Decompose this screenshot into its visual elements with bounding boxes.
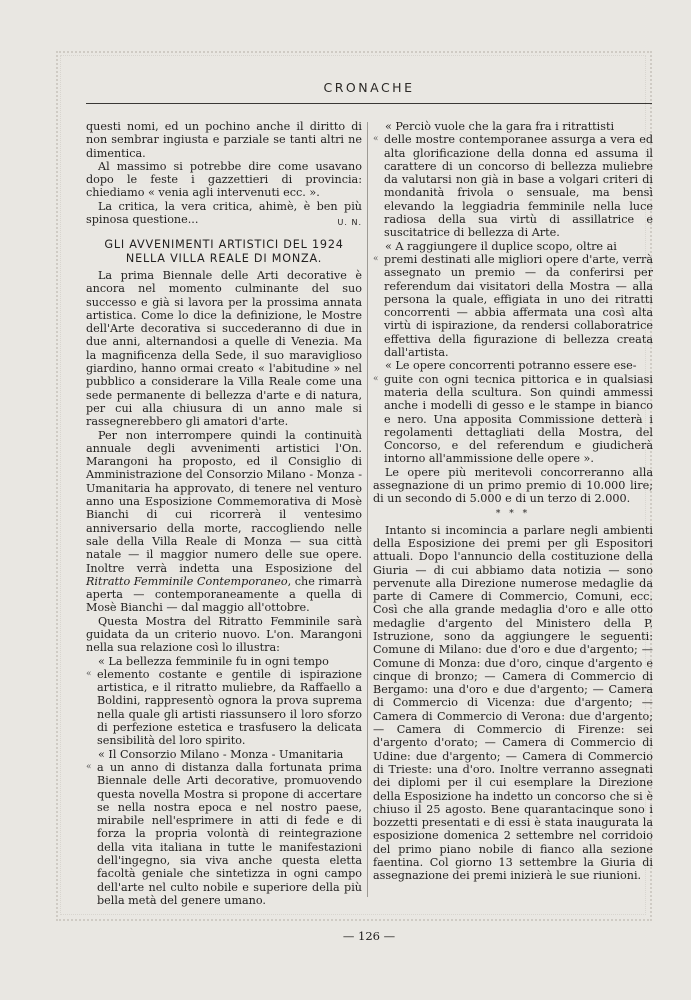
quote-4-lead: « A raggiungere il duplice scopo, oltre ai (385, 239, 617, 253)
header-rule (86, 103, 652, 104)
left-column (86, 120, 362, 907)
asterism-separator: * * * (495, 508, 531, 519)
intro-paragraph-2: Al massimo si potrebbe dire come usavano dopo le feste i gazzettieri di provincia: chiediamo « venia agli intervenuti ecc. ». (86, 159, 362, 200)
quote-1-body: « elemento costante e gentile di ispirazione artistica, e il ritratto muliebre, da Raffaello a Boldini, rappresentò ognora la prova suprema nella quale gli artisti riassunsero il loro sforzo di perfezione estetica e trasfusero la delicata sensibilità del loro spirito. (97, 668, 362, 748)
quote-2-body: « a un anno di distanza dalla fortunata prima Biennale delle Arti decorative, promuovendo questa novella Mostra si propone di accertare se nella nostra epoca e nel nostro paese, mirabile nell'esprimere in atti di fede e di forza la propria volontà di reintegrazione della vita italiana in tutte le manifestazioni dell'ingegno, sia viva anche questa eletta facoltà geniale che sintetizza in ogni campo dell'arte nel culto nobile e superiore della più bella metà del genere umano. (97, 761, 362, 907)
quote-5-body: « guite con ogni tecnica pittorica e in qualsiasi materia della scultura. Son quindi ammessi anche i modelli di gesso e le stampe in bianco e nero. Una apposita Commissione detterà i regolamenti dettagliati della Mostra, del Concorso, e del referendum e giudicherà intorno all'ammissione delle opere ». (384, 373, 653, 466)
quote-4-body: « premi destinati alle migliori opere d'arte, verrà assegnato un premio — da conferirsi per referendum dai visitatori della Mostra — alla persona la quale, effigiata in uno dei ritratti concorrenti — abbia affermata una così alta virtù di ispirazione, da rendersi collaboratrice effettiva della figurazione di bellezza creata dall'artista. (384, 253, 653, 359)
intro-paragraph-1: questi nomi, ed un pochino anche il diritto di non sembrar ingiusta e parziale se tanti altri ne dimentica. (86, 120, 362, 160)
body-paragraph-2 (86, 429, 362, 615)
running-title: CRONACHE (323, 80, 415, 95)
quote-4-block (373, 253, 653, 359)
prizes-paragraph: Le opere più meritevoli concorreranno alla assegnazione di un primo premio di 10.000 lire; di un secondo di 5.000 e di un terzo di 2.000. (373, 465, 653, 506)
page-number: — 126 — (342, 929, 396, 943)
quote-2-block (86, 761, 362, 907)
quote-3-block (373, 133, 653, 239)
exhibition-title-italic: Ritratto Femminile Contemporaneo (86, 574, 288, 588)
section-title: GLI AVVENIMENTI ARTISTICI DEL 1924 NELLA VILLA REALE DI MONZA. (104, 238, 344, 265)
author-signature: U. N. (337, 218, 362, 228)
quote-1-lead: « La bellezza femminile fu in ogni tempo (98, 654, 329, 668)
quote-5-lead: « Le opere concorrenti potranno essere ese- (385, 359, 637, 373)
body-paragraph-2-start: Per non interrompere quindi la continuità annuale degli avvenimenti artistici l'On. Marangoni ha proposto, ed il Consiglio di Amministrazione del Consorzio Milano - Monza - Umanitaria ha approvato, di tenere nel venturo anno una Esposizione Commemorativa di Mosè Bianchi di cui ricorrerà il ventesimo anniversario della morte, raccogliendo nelle sale della Villa Reale di Monza — sua città natale — il maggior numero delle sue opere. Inoltre verrà indetta una Esposizione del (86, 428, 362, 575)
body-paragraph-1: La prima Biennale delle Arti decorative è ancora nel momento culminante del suo successo e già si lavora per la prossima annata artistica. Come lo dice la definizione, le Mostre dell'Arte decorativa si succederanno di due in due anni, alternandosi a quelle di Venezia. Ma la magnificenza della Sede, il suo maraviglioso giardino, hanno ormai creato « l'abitudine » nel pubblico a considerare la Villa Reale come una sede permanente di bellezza d'arte e di natura, per cui alla chiusura di un anno male si rassegnerebbero gli amatori d'arte. (86, 268, 362, 429)
final-paragraph: Intanto si incomincia a parlare negli ambienti della Esposizione dei premi per gli Espositori attuali. Dopo l'annuncio della costituzione della Giuria — di cui abbiamo data notizia — sono pervenute alla Direzione numerose medaglie da parte di Camere di Commercio, Comuni, ecc. Così che alla grande medaglia d'oro e alle otto medaglie d'argento del Ministero della P. Istruzione, sono da aggiungere le seguenti: Comune di Milano: due d'oro e due d'argento; — Comune di Monza: due d'oro, cinque d'argento e cinque di bronzo; — Camera di Commercio di Bergamo: una d'oro e due d'argento; — Camera di Commercio di Vicenza: due d'argento; — Camera di Commercio di Verona: due d'argento; — Camera di Commercio di Firenze: sei d'argento d'orato; — Camera di Commercio di Udine: due d'argento; — Camera di Commercio di Trieste: una d'oro. Inoltre verranno assegnati dei diplomi per il cui esemplare la Direzione della Esposizione ha indetto un concorso che si è chiuso il 25 agosto. Bene quarantacinque sono i bozzetti presentati e di essi è stata inaugurata la esposizione domenica 2 settembre nel corridoio del primo piano nobile di fianco alla sezione faentina. Col giorno 13 settembre la Giuria di assegnazione dei premi inizierà le sue riunioni. (373, 523, 653, 883)
quote-2-lead: « Il Consorzio Milano - Monza - Umanitaria (98, 747, 344, 761)
body-paragraph-2-end: , che rimarrà aperta — contemporaneamente a quella di Mosè Bianchi — dal maggio all'ottobre. (86, 574, 362, 615)
intro-paragraph-3 (86, 200, 362, 227)
right-column (373, 120, 653, 883)
intro-paragraph-3-text: La critica, la vera critica, ahimè, è ben più spinosa questione... (86, 199, 362, 227)
body-paragraph-3: Questa Mostra del Ritratto Femminile sarà guidata da un criterio nuovo. L'on. Marangoni nella sua relazione così lo illustra: (86, 614, 362, 655)
quote-1-block (86, 668, 362, 748)
quote-5-block (373, 373, 653, 466)
column-divider (367, 122, 368, 897)
quote-3-lead: « Perciò vuole che la gara fra i ritrattisti (385, 120, 615, 133)
quote-3-body: « delle mostre contemporanee assurga a vera ed alta glorificazione della donna ed assuma il carattere di un concorso di bellezza muliebre da valutarsi non già in base a volgari criteri di mondanità frivola o sensuale, ma bensì elevando la leggiadria femminile nella luce radiosa della sua virtù di assillatrice e suscitatrice di bellezza di Arte. (384, 133, 653, 239)
